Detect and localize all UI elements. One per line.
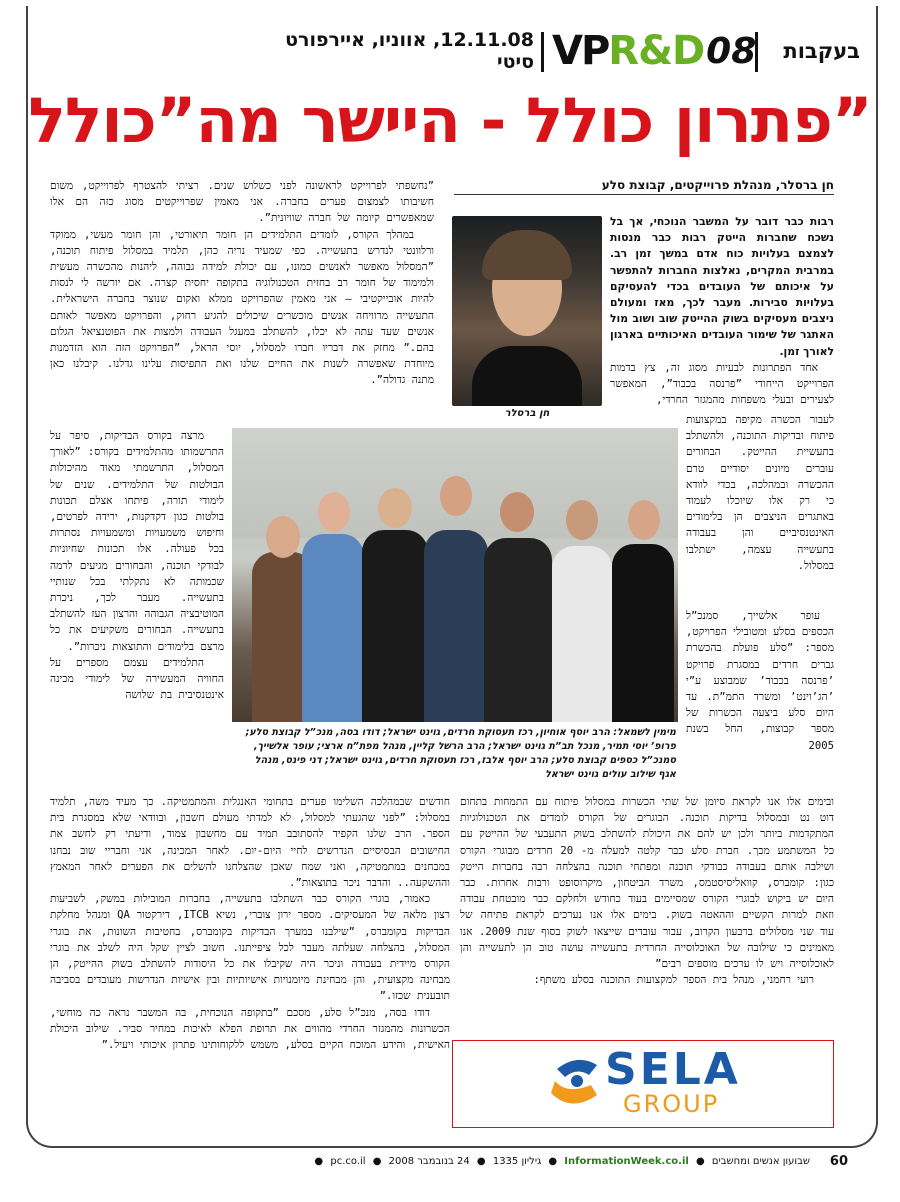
page-number: 60 [829, 1154, 848, 1169]
left-column-top [50, 178, 434, 389]
author-photo-caption: חן ברסלר [504, 408, 550, 419]
footer-issue: גיליון 1335 [492, 1156, 542, 1167]
headline: פתרון כולל - היישר מה”כולל” [28, 84, 872, 157]
logo-num: 08 [706, 30, 757, 72]
footer-site2: pc.co.il [330, 1156, 366, 1167]
left-paragraph-2: במהלך הקורס, לומדים התלמידים הן חומר תיאורטי, והן חומר מעשי, ממוקד ורלוונטי לנדרש בתעשייה. כפי שמעיד נריה כהן, תלמיד במסלול פיתוח תוכנה, ”המסלול מאפשר לאנשים כמונו, עם יכולת למידה גבוהה, ליהנות מהכשרה מעשית ולמימוד של חומר רב בחזית הטכנולוגיה בתקופה יחסית קצרה. אם יורשה לי לנסות להיות אובייקטיבי – אני מאמין שהפרויקט ממלא ואקום שנוצר בחברה הישראלית. התעשייה מרוויחה אנשים מוכשרים שיכולים להגיע רחוק, והפרויקט מאפשר לאותם אנשים שעד עתה לא יכלו, להשתלב במעגל העבודה ולמצות את הפוטנציאל הגלום בהם.” מחזק את דבריו חברו למסלול, יוסי הראל, ”הפרויקט הזה הוא הזדמנות מיוחדת שאפשרה לשנות את החיים שלנו ואת התפיסות עלינו גדלנו. קיבלנו כאן מתנה גדולה”. [50, 228, 434, 387]
right-column-text: לעבור הכשרה מקיפה במקצועות פיתוח ובדיקות התוכנה, ולהשתלב בתעשיית ההייטק. הבחורים עוברים מיונים יסודיים טרם ההכשרה ובמהלכה, בכדי לוודא כי רק אלו שיוכלו לעמוד באתגרים הניצבים הן בלימודים האינטנסיביים והן בעבודה בתעשייה עצמה, ישתלבו במסלול. [686, 414, 834, 572]
person-3-head [378, 488, 412, 528]
group-logo-text: GROUP [623, 1090, 720, 1118]
person-6-head [566, 500, 598, 540]
group-photo [232, 428, 678, 722]
byline: חן ברסלר, מנהלת פרוייקטים, קבוצת סלע [454, 178, 834, 195]
bottom-right-paragraph-2: רועי רחמני, מנהל בית הספר למקצועות התוכנה בסלע משתף: [533, 974, 814, 987]
footer-website: InformationWeek.co.il [564, 1156, 689, 1167]
footer-publication: שבועון אנשים ומחשבים [711, 1156, 810, 1167]
bullet-icon: ● [695, 1156, 705, 1167]
bottom-left-paragraph-3: דודו בסה, מנכ”ל סלע, מסכם ”בתקופה הנוכחית, בה המשבר נראה כה מוחשי, הכשרונות מהמגזר החרדי מהווים את תרופת הפלא לאיכות במחיר סביר. שילוב היכולת האישית, והידע המוכח הקיים בסלע, משמש ללקוחותינו פתרון איכותי ויעיל.” [50, 1006, 450, 1052]
bottom-left-column [50, 794, 450, 1053]
group-photo-caption: מימין לשמאל: הרב יוסף אוחיון, רכז תעסוקת חרדים, גוינט ישראל; דודו בסה, מנכ”ל קבוצת סלע; פרופ’ יוסי תמיר, מנכל תב”ת גוינט ישראל; הרב הרשל קליין, מנהל מפת”ח ארצי; עופר אלשייך, סמנכ”ל כספים קבוצת סלע; הרב יוסף אלבז, רכז תעסוקת חרדים, גוינט ישראל; דני פינס, מנהל אגף שילוב עולים גוינט ישראל [245, 727, 676, 780]
page-header [0, 24, 900, 78]
event-details: 12.11.08, אווניו, איירפורט סיטי [285, 29, 534, 73]
footer-date: 24 בנובמבר 2008 [388, 1156, 470, 1167]
person-1-head [266, 516, 300, 558]
left-paragraph-1: ”נחשפתי לפרוייקט לראשונה לפני כשלוש שנים. רציתי להצטרף לפרוייקט, משום חשיבותו לצמצום פערים בחברה. אני מאמין שפרוייקטים מסוג כזה הם אלו שמאפשרים קיומה של חברה שוויונית”. [50, 180, 434, 225]
left-column-narrow [50, 428, 224, 703]
person-4 [424, 530, 488, 722]
left-narrow-paragraph-2: התלמידים עצמם מספרים על החוויה המעשירה של לימודי מכינה אינטנסיבית בת שלושה [50, 656, 224, 702]
person-4-head [440, 476, 472, 516]
bullet-icon: ● [548, 1156, 558, 1167]
person-2 [302, 534, 364, 722]
sela-logo-text: SELA [605, 1044, 741, 1095]
shoulders-shape [472, 346, 582, 406]
logo-vp: VP [552, 28, 609, 74]
right-column-intro: אחד הפתרונות לבעיות מסוג זה, צץ בדמות הפרוייקט הייחודי ”פרנסה בכבוד”, המאפשר לצעירים ובעלי משפחות מהמגזר החרדי, [610, 362, 834, 407]
hair-shape [482, 230, 572, 280]
bullet-icon: ● [314, 1156, 324, 1167]
lead-paragraph: רבות כבר דובר על המשבר הנוכחי, אך בל נשכח שחברות הייטק רבות כבר מנסות לצמצם בעלויות כוח אדם במשך זמן רב. במרבית המקרים, נאלצות החברות להתפשר על איכותם של העובדים בכדי להעסיקם בעלויות סבירות. מעבר לכך, מאז ומעולם ניצבים מעסיקים בשוק ההייטק שוב ושוב מול האתגר של שימור העובדים האיכותיים בארגון לאורך זמן. [610, 215, 834, 358]
person-5-head [500, 492, 534, 532]
person-7-head [628, 500, 660, 540]
bottom-left-paragraph-2: כאמור, בוגרי הקורס כבר השתלבו בתעשייה, בחברות המובילות במשק, לשביעות רצון מלאה של המעסיקים. מספר ירון צוברי, נשיא ITCB, דירקטור QA ומנהל מחלקת הבדיקות בקומברס, ”שילבנו במערך הבדיקות בקומברס, בחטיבות השונות, את בוגרי המסלול, בהצלחה שעלתה מעבר לכל ציפייתנו. חשוב לציין שקל היה לשלב את בוגרי הקורס מיידית בעבודה וניכר היה שקיבלו את כל היסודות להשתלב בשוק ההייטק, הן מבחינה מקצועית, והן מבחינת מיומנויות אישיותיות ובין אישיות הנדרשות מעובדים בסביבה תובענית שכזו.” [50, 893, 450, 1003]
bullet-icon: ● [476, 1156, 486, 1167]
right-column-quote: עופר אלשייך, סמנכ”ל הכספים בסלע ומטובילי הפרויקט, מספר: ”סלע פועלת בהכשרת גברים חרדים במסגרת פרויקט ’פרנסה בכבוד’ שמבוצע ע”י ’הג’וינט’ ומשרד התמ”ת. עד היום סלע ביצעה הכשרות של מספר קבוצות, החל בשנת 2005 [686, 610, 834, 752]
logo-rd: R&D [608, 28, 705, 74]
left-narrow-paragraph-1: מרצה בקורס הבדיקות, סיפר על התרשמותו מהתלמידים בקורס: ”לאורך המסלול, התרשמתי מאוד מהיכולות הבולטות של התלמידים. שנים של לימודי תורה, פיתחו אצלם תכונות בולטות כגון דקדקנות, ירידה לפרטים, וחיפוש משמעויות ומשמעויות נסתרות בכל פעולה. אלו תכונות שחיוניות לבודקי תוכנה, והבחורים מגיעים לרמה שכמותה לא נתקלתי בכל שנותיי בתעשייה. מעבר לכך, ניכרת המוטיבציה הגבוהה והרצון העז להשתלב בתעשייה. הבחורים משקיעים את כל מרצם בלימודים והתוצאות ניכרות”. [50, 430, 224, 653]
person-3 [362, 530, 428, 722]
person-7 [612, 544, 674, 722]
person-2-head [318, 492, 350, 532]
sela-logo-box [452, 1040, 834, 1128]
footer-line [310, 1156, 810, 1167]
bottom-left-paragraph-1: חודשים שבמהלכה השלימו פערים בתחומי האנגלית והמתמטיקה. כך מעיד משה, תלמיד במסלול: ”לפני שהגעתי למסלול, לא למדתי מעולם חשבון, ובוודאי שלא במסגרת בית הספר. הרב שלנו הקפיד להסתובב תמיד עם מחשבון צמוד, ודיעתי רק לחשב את החישובים הבסיסיים הנדרשים לחיי היום-יום. לאחר המכינה, אני וחבריי שוב נבחנו במבחנים במתמטיקה, ואני שמח שאכן שהצלחנו להשלים את הפערים לאחר המאמץ וההשקעה.. והדבר ניכר בתוצאות”. [50, 796, 450, 890]
bottom-right-paragraph-1: ובימים אלו אנו לקראת סיומן של שתי הכשרות במסלול פיתוח עם התמחות בתחום דוט נט ובמסלול בדיקות תוכנה. הבוגרים של הקורס לומדים את הטכנולוגיות המתקדמות ביותר ולכן יש להם את היכולת להשתלב בשוק התעבעי של ההייטק עם כל המשתמע מכך. חברת סלע כבר קלטה למעלה מ- 20 חרדים מבוגרי הקורס ושילבה אותם בעבודה כבודקי תוכנה ומפתחי תוכנה בהצלחה רבה בחברות הייטק כגון: קומברס, קוואליסיסטמס, משרד הביטחון, מיקרוסופט ורבות אחרות. כבר היום יש ביקוש לבוגרי הקורס שמסיימים בעוד כחודש ולחלקם כבר מובטחת עבודה וזאת למרות הקשיים וההאטה בשוק. בימים אלו אנו נערכים לקראת פתיחה של עוד שני מסלולים ברבעון הקרוב, עבור עובדים שייצאו לשוק בסוף שנת 2009. אנו מאמינים כי שילובה של האוכלוסייה החרדית בתעשייה עושה טוב הן לתעשייה והן לאוכלוסייה ויש לו ערכים מוספים רבים” [460, 796, 834, 971]
event-logo [552, 24, 757, 78]
section-label: בעקבות [783, 39, 860, 63]
header-divider [541, 32, 544, 72]
bullet-icon: ● [372, 1156, 382, 1167]
page-footer [0, 1152, 900, 1172]
person-6 [552, 546, 612, 722]
sela-logo-icon [547, 1051, 607, 1117]
bottom-right-column [460, 794, 834, 988]
person-5 [484, 538, 552, 722]
author-photo [452, 216, 602, 406]
